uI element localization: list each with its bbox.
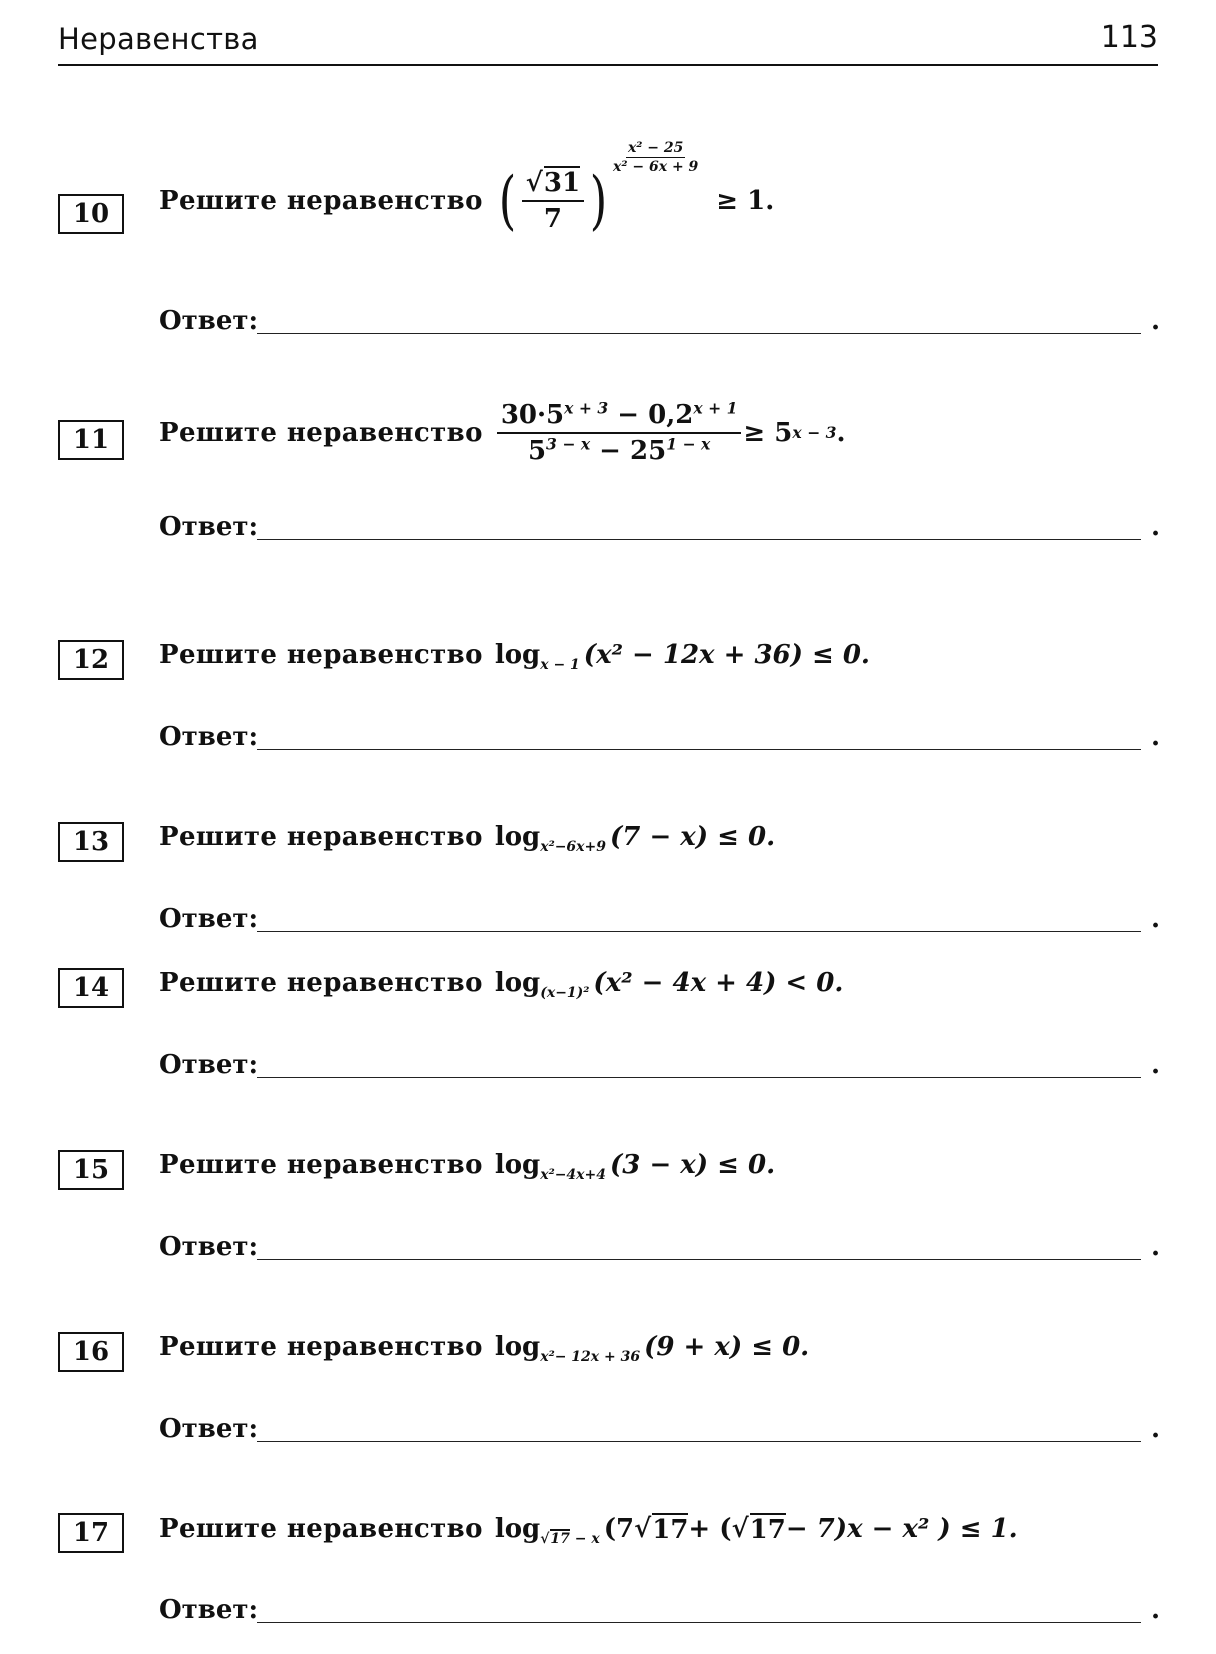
problem-number: 11: [58, 420, 124, 460]
problem-statement: [159, 968, 844, 1001]
statement-lead: Решите неравенство: [159, 1150, 483, 1180]
arg-radicand-2: 17: [749, 1515, 786, 1545]
sqrt-sign: √: [731, 1514, 749, 1544]
denominator: 7: [543, 204, 562, 234]
answer-line[interactable]: [257, 749, 1141, 750]
answer-line[interactable]: [257, 539, 1141, 540]
log-function: log: [494, 1150, 541, 1180]
left-paren: (: [498, 164, 517, 238]
sqrt-sign: √: [634, 1514, 652, 1544]
log-function: log: [494, 968, 541, 998]
den-term-b: − 25: [590, 436, 667, 466]
exponent-denominator: x² − 6x + 9: [613, 158, 699, 175]
answer-row: [159, 904, 1159, 934]
num-term-b: − 0,2: [608, 400, 694, 430]
answer-line[interactable]: [257, 1077, 1141, 1078]
den-term-a-exp: 3 − x: [546, 434, 591, 454]
answer-dot: .: [1151, 904, 1161, 934]
inequality-tail: ≥ 1.: [716, 186, 775, 216]
arg-part-b: + (: [688, 1514, 732, 1544]
problem-statement: [159, 1513, 1018, 1545]
exponent-fraction: [611, 140, 700, 175]
right-paren: ): [589, 164, 608, 238]
log-function: log: [494, 822, 541, 852]
problem-number: 15: [58, 1150, 124, 1190]
problem-statement: [159, 1332, 810, 1365]
problem-number: 10: [58, 194, 124, 234]
problem-statement: [159, 139, 775, 238]
answer-dot: .: [1151, 722, 1161, 752]
problem-number: 17: [58, 1513, 124, 1553]
log-argument: (x² − 12x + 36) ≤ 0.: [583, 640, 870, 670]
num-term-a-exp: x + 3: [564, 398, 609, 418]
answer-row: [159, 512, 1159, 542]
log-argument: (x² − 4x + 4) < 0.: [593, 968, 844, 998]
log-function: log: [494, 1332, 541, 1362]
statement-lead: Решите неравенство: [159, 1332, 483, 1362]
answer-dot: .: [1151, 1595, 1161, 1625]
answer-dot: .: [1151, 1232, 1161, 1262]
page-header: [58, 18, 1158, 66]
answer-row: [159, 1414, 1159, 1444]
answer-label: Ответ:: [159, 1232, 259, 1262]
num-term-a: 30·5: [500, 400, 565, 430]
log-base-rest: − x: [574, 1531, 600, 1547]
statement-lead: Решите неравенство: [159, 640, 483, 670]
statement-lead: Решите неравенство: [159, 1514, 483, 1544]
answer-label: Ответ:: [159, 1050, 259, 1080]
answer-row: [159, 1232, 1159, 1262]
answer-label: Ответ:: [159, 722, 259, 752]
main-fraction: [497, 400, 742, 466]
answer-line[interactable]: [257, 333, 1141, 334]
answer-dot: .: [1151, 1414, 1161, 1444]
answer-dot: .: [1151, 1050, 1161, 1080]
answer-line[interactable]: [257, 1441, 1141, 1442]
arg-part-c: − 7)x − x² ) ≤ 1.: [785, 1514, 1018, 1544]
answer-label: Ответ:: [159, 904, 259, 934]
problem-statement: [159, 640, 870, 673]
den-term-a: 5: [527, 436, 547, 466]
radicand: 31: [543, 168, 581, 198]
answer-dot: .: [1151, 306, 1161, 336]
den-term-b-exp: 1 − x: [666, 434, 711, 454]
log-base: √17 − x: [540, 1531, 600, 1547]
log-argument: (3 − x) ≤ 0.: [610, 1150, 776, 1180]
problem-number: 13: [58, 822, 124, 862]
problem-statement: [159, 822, 776, 855]
answer-label: Ответ:: [159, 306, 259, 336]
num-term-b-exp: x + 1: [693, 398, 738, 418]
log-base: x²− 12x + 36: [540, 1349, 641, 1365]
answer-row: [159, 1050, 1159, 1080]
answer-row: [159, 1595, 1159, 1625]
problem-statement: [159, 1150, 776, 1183]
sqrt-sign: √: [525, 168, 543, 198]
log-base: (x−1)²: [540, 985, 590, 1001]
problem-number: 16: [58, 1332, 124, 1372]
statement-lead: Решите неравенство: [159, 822, 483, 852]
answer-line[interactable]: [257, 931, 1141, 932]
log-function: log: [494, 640, 541, 670]
log-argument: (9 + x) ≤ 0.: [644, 1332, 810, 1362]
log-base: x − 1: [540, 657, 580, 673]
arg-radicand-1: 17: [652, 1515, 689, 1545]
section-title: Неравенства: [58, 22, 259, 56]
exponent-numerator: x² − 25: [627, 139, 684, 156]
log-base-radicand: 17: [550, 1531, 570, 1547]
answer-line[interactable]: [257, 1259, 1141, 1260]
answer-label: Ответ:: [159, 1595, 259, 1625]
log-base: x²−4x+4: [540, 1167, 606, 1183]
base-fraction: [522, 168, 584, 234]
answer-row: [159, 306, 1159, 336]
answer-label: Ответ:: [159, 1414, 259, 1444]
inequality-tail: .: [836, 418, 846, 448]
answer-dot: .: [1151, 512, 1161, 542]
statement-lead: Решите неравенство: [159, 968, 483, 998]
page-number: 113: [1100, 20, 1158, 55]
problem-number: 12: [58, 640, 124, 680]
log-base: x²−6x+9: [540, 839, 606, 855]
log-function: log: [494, 1514, 541, 1544]
answer-row: [159, 722, 1159, 752]
problem-number: 14: [58, 968, 124, 1008]
answer-label: Ответ:: [159, 512, 259, 542]
log-argument: (7 − x) ≤ 0.: [610, 822, 776, 852]
rhs: ≥ 5: [743, 418, 793, 448]
statement-lead: Решите неравенство: [159, 418, 483, 448]
problem-statement: Решите неравенство $\frac{30\cdot 5^{x + 3} - 0,2^{x + 1}}{5^{3 - x} - 25^{1 - x}}$ ≥ 5 x − 3 .: [159, 398, 846, 466]
statement-lead: Решите неравенство: [159, 186, 483, 216]
arg-part-a: (7: [603, 1514, 635, 1544]
answer-line[interactable]: [257, 1622, 1141, 1623]
